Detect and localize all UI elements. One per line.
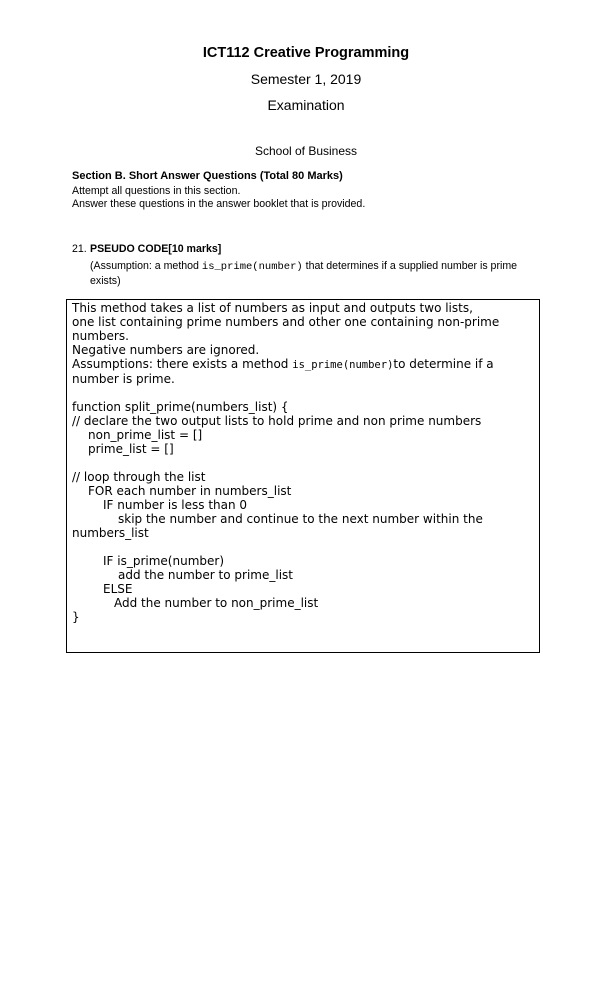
answer-line: non_prime_list = [] [88, 428, 203, 442]
section-instruction: Attempt all questions in this section. [72, 185, 241, 197]
answer-line: skip the number and continue to the next number within the [118, 512, 483, 526]
answer-line: ELSE [103, 582, 133, 596]
answer-line: } [72, 610, 80, 624]
answer-line: one list containing prime numbers and other one containing non-prime [72, 315, 500, 329]
assumption-prefix: (Assumption: a method [90, 260, 202, 272]
answer-line: number is prime. [72, 372, 175, 386]
answer-line: function split_prime(numbers_list) { [72, 400, 289, 414]
answer-line: Negative numbers are ignored. [72, 343, 260, 357]
assumption-suffix: that determines if a supplied number is prime exists) [90, 260, 518, 287]
answer-line: Add the number to non_prime_list [114, 596, 319, 610]
answer-line: add the number to prime_list [118, 568, 294, 582]
exam-title: ICT112 Creative Programming [202, 45, 410, 61]
answer-line: // loop through the list [72, 470, 206, 484]
answer-line: prime_list = [] [88, 442, 174, 456]
answer-text: Assumptions: there exists a method [72, 357, 293, 371]
answer-line: This method takes a list of numbers as input and outputs two lists, [72, 301, 473, 315]
section-heading: Section B. Short Answer Questions (Total 80 Marks) [72, 170, 343, 182]
assumption-code: is_prime(number) [201, 261, 303, 273]
answer-code: is_prime(number) [292, 359, 394, 371]
answer-line: numbers_list [72, 526, 149, 540]
question-title: PSEUDO CODE[10 marks] [90, 243, 222, 255]
exam-label: Examination [267, 97, 345, 113]
answer-line: IF is_prime(number) [103, 554, 224, 568]
answer-text: to determine if a [393, 357, 494, 371]
answer-line [72, 357, 494, 372]
answer-line: IF number is less than 0 [103, 498, 248, 512]
answer-line: // declare the two output lists to hold prime and non prime numbers [72, 414, 482, 428]
answer-line: numbers. [72, 329, 129, 343]
answer-box [66, 299, 540, 653]
school-label: School of Business [254, 144, 358, 158]
section-instruction: Answer these questions in the answer booklet that is provided. [72, 198, 366, 210]
answer-line: FOR each number in numbers_list [88, 484, 292, 498]
semester-label: Semester 1, 2019 [250, 71, 362, 87]
question-number: 21. [72, 243, 87, 255]
question-assumption [90, 259, 545, 288]
